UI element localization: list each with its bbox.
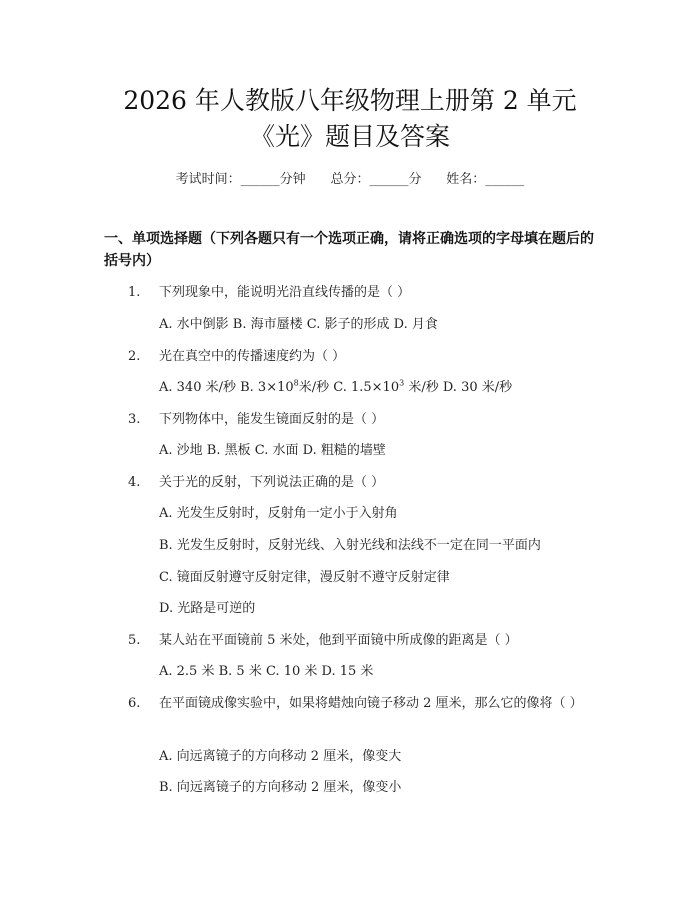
exam-meta bbox=[0, 168, 700, 187]
question-number: 3. bbox=[128, 412, 141, 427]
question-text: 下列物体中，能发生镜面反射的是（ ） bbox=[159, 412, 385, 427]
question-number: 4. bbox=[128, 475, 141, 490]
option-text: A. 340 米/秒 B. 3×10 bbox=[159, 380, 294, 395]
question-5-options: A. 2.5 米 B. 5 米 C. 10 米 D. 15 米 bbox=[159, 664, 374, 679]
question-6-option-b: B. 向远离镜子的方向移动 2 厘米，像变小 bbox=[159, 780, 402, 795]
question-4-option-c: C. 镜面反射遵守反射定律，漫反射不遵守反射定律 bbox=[159, 570, 450, 585]
question-text: 光在真空中的传播速度约为（ ） bbox=[159, 349, 346, 364]
question-4-option-d: D. 光路是可逆的 bbox=[159, 601, 256, 616]
question-text: 关于光的反射，下列说法正确的是（ ） bbox=[159, 475, 385, 490]
option-exponent: 8 bbox=[293, 378, 299, 388]
section-heading-single-choice: 一、单项选择题（下列各题只有一个选项正确，请将正确选项的字母填在题后的括号内） bbox=[104, 231, 594, 269]
question-6 bbox=[104, 693, 600, 715]
question-2-options bbox=[159, 377, 512, 399]
exam-time-field: 考试时间：______分钟 bbox=[175, 172, 306, 187]
page-title-line-2: 《光》题目及答案 bbox=[249, 122, 450, 151]
question-text: 下列现象中，能说明光沿直线传播的是（ ） bbox=[159, 285, 411, 300]
option-exponent: 3 bbox=[399, 378, 405, 388]
question-number: 1. bbox=[128, 285, 141, 300]
question-4-option-b: B. 光发生反射时，反射光线、入射光线和法线不一定在同一平面内 bbox=[159, 538, 541, 553]
page-title-line-1: 2026 年人教版八年级物理上册第 2 单元 bbox=[123, 86, 577, 115]
question-6-option-a: A. 向远离镜子的方向移动 2 厘米，像变大 bbox=[159, 749, 402, 764]
question-1-options: A. 水中倒影 B. 海市蜃楼 C. 影子的形成 D. 月食 bbox=[159, 317, 438, 332]
question-number: 6. bbox=[128, 696, 141, 711]
question-4-option-a: A. 光发生反射时，反射角一定小于入射角 bbox=[159, 506, 398, 521]
question-number: 5. bbox=[128, 633, 141, 648]
student-name-field: 姓名：______ bbox=[446, 172, 525, 187]
question-3-options: A. 沙地 B. 黑板 C. 水面 D. 粗糙的墙壁 bbox=[159, 443, 386, 458]
option-text: 米/秒 C. 1.5×10 bbox=[298, 380, 400, 395]
question-number: 2. bbox=[128, 349, 141, 364]
question-text: 在平面镜成像实验中，如果将蜡烛向镜子移动 2 厘米，那么它的像将（ ） bbox=[159, 696, 583, 711]
option-text: 米/秒 D. 30 米/秒 bbox=[404, 380, 513, 395]
question-text: 某人站在平面镜前 5 米处，他到平面镜中所成像的距离是（ ） bbox=[159, 633, 518, 648]
total-score-field: 总分：______分 bbox=[330, 172, 422, 187]
